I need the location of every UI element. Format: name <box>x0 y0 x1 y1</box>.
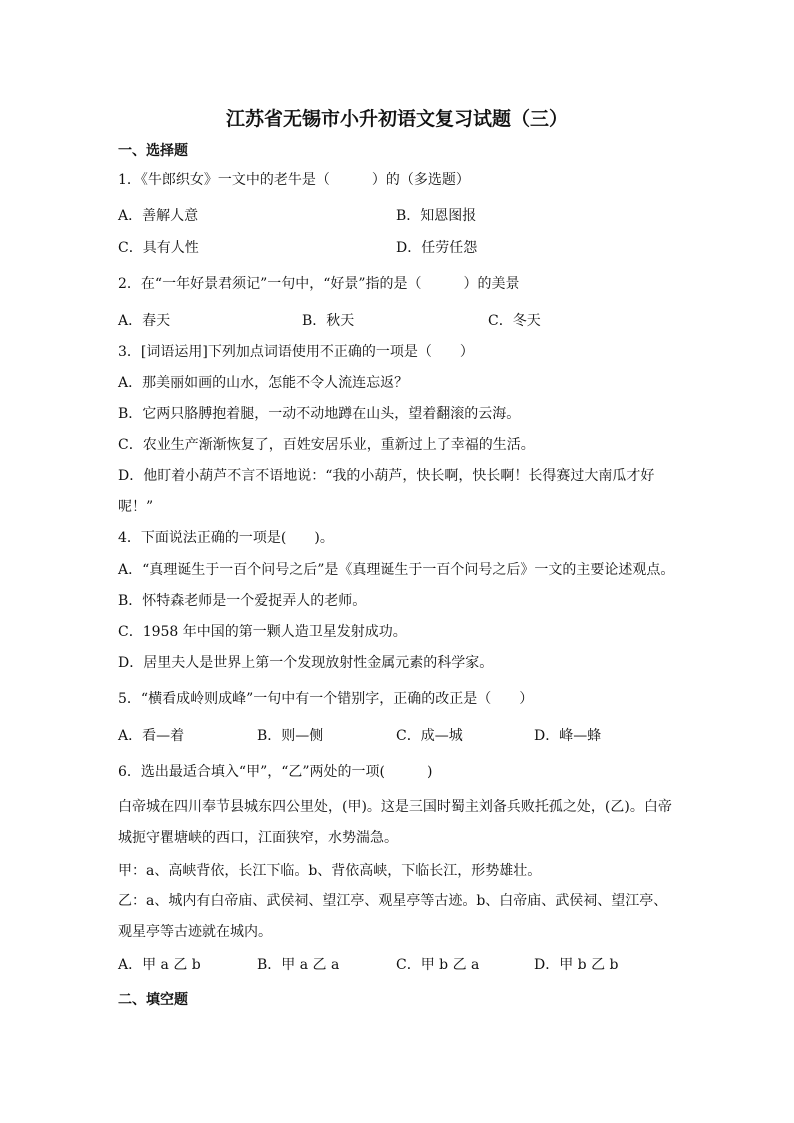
question-4-stem: 4．下面说法正确的一项是( )。 <box>118 530 334 546</box>
question-6-stem: 6．选出最适合填入“甲”，“乙”两处的一项( ) <box>118 764 433 780</box>
q6-option-a: A．甲 a 乙 b <box>118 957 201 973</box>
section-choice-heading: 一、选择题 <box>118 143 188 159</box>
q4-option-b: B．怀特森老师是一个爱捉弄人的老师。 <box>118 593 367 609</box>
q1-option-a: A．善解人意 <box>118 208 199 224</box>
q4-option-d: D．居里夫人是世界上第一个发现放射性金属元素的科学家。 <box>118 655 494 671</box>
q2-option-a: A．春天 <box>118 313 171 329</box>
question-1-stem: 1．《牛郎织女》一文中的老牛是（ ）的（多选题） <box>118 172 470 188</box>
q3-option-a: A．那美丽如画的山水，怎能不令人流连忘返？ <box>118 375 409 391</box>
q3-option-d-cont: 呢！” <box>118 499 154 515</box>
q6-passage: 白帝城在四川奉节县城东四公里处，(甲)。这是三国时蜀主刘备兵败托孤之处，(乙)。白帝城扼守瞿塘峡的西口，江面狭窄，水势湍急。 <box>118 799 672 846</box>
q5-option-a: A．看—着 <box>118 728 185 744</box>
question-5-stem: 5．“横看成岭则成峰”一句中有一个错别字，正确的改正是（ ） <box>118 691 534 707</box>
q2-option-b: B．秋天 <box>302 313 355 329</box>
question-2-stem: 2．在“一年好景君须记”一句中，“好景”指的是（ ）的美景 <box>118 276 520 292</box>
section-fill-heading: 二、填空题 <box>118 992 188 1008</box>
question-3-stem: 3．[词语运用]下列加点词语使用不正确的一项是（ ） <box>118 344 474 360</box>
q6-jia: 甲：a、高峡背依，长江下临。b、背依高峡，下临长江，形势雄壮。 <box>118 863 542 879</box>
q5-option-b: B．则—侧 <box>257 728 324 744</box>
page-title: 江苏省无锡市小升初语文复习试题（三） <box>225 108 568 130</box>
q4-option-a: A．“真理诞生于一百个问号之后”是《真理诞生于一百个问号之后》一文的主要论述观点。 <box>118 562 675 578</box>
q3-option-c: C．农业生产渐渐恢复了，百姓安居乐业，重新过上了幸福的生活。 <box>118 437 535 453</box>
q2-option-c: C．冬天 <box>488 313 541 329</box>
q6-option-d: D．甲 b 乙 b <box>534 957 619 973</box>
q6-option-c: C．甲 b 乙 a <box>396 957 480 973</box>
q6-option-b: B．甲 a 乙 a <box>257 957 340 973</box>
q1-option-c: C．具有人性 <box>118 240 199 256</box>
q5-option-c: C．成—城 <box>396 728 463 744</box>
q6-yi: 乙：a、城内有白帝庙、武侯祠、望江亭、观星亭等古迹。b、白帝庙、武侯祠、望江亭、观星亭等古迹就在城内。 <box>118 893 668 940</box>
q5-option-d: D．峰—蜂 <box>534 728 602 744</box>
q1-option-d: D．任劳任怨 <box>396 240 478 256</box>
q1-option-b: B．知恩图报 <box>396 208 477 224</box>
q3-option-d: D．他盯着小葫芦不言不语地说：“我的小葫芦，快长啊，快长啊！长得赛过大南瓜才好 <box>118 468 655 484</box>
q3-option-b: B．它两只胳膊抱着腿，一动不动地蹲在山头，望着翻滚的云海。 <box>118 406 521 422</box>
q4-option-c: C．1958 年中国的第一颗人造卫星发射成功。 <box>118 624 407 640</box>
